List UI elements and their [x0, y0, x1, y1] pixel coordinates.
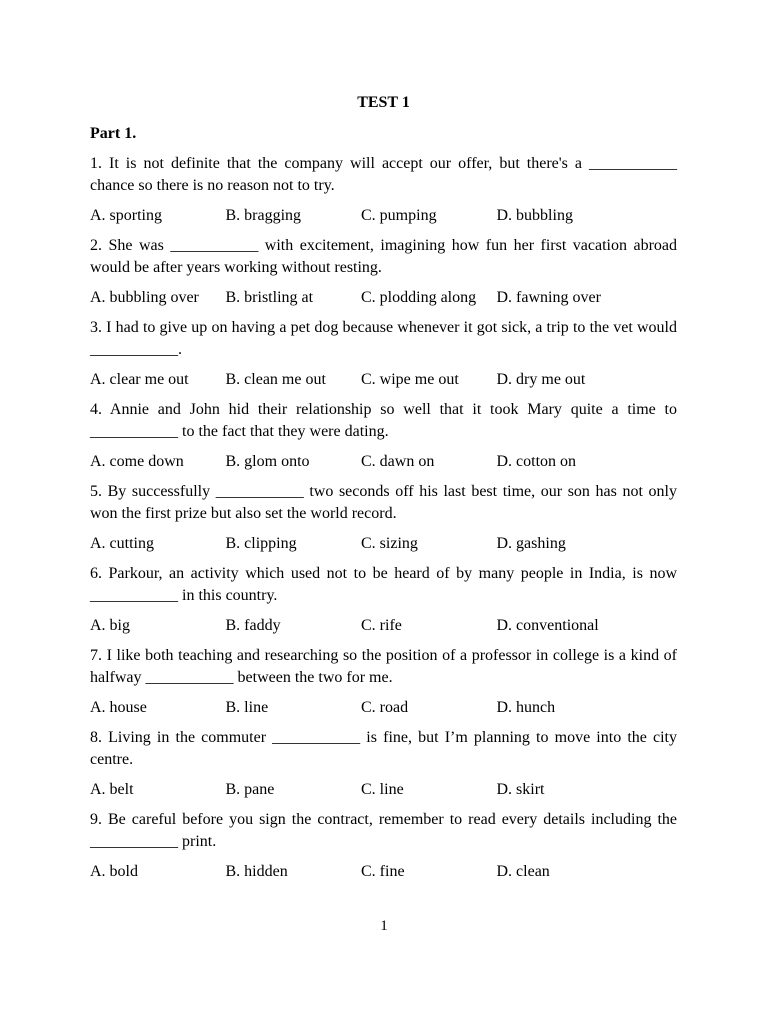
option-d: D. conventional — [496, 617, 599, 634]
answer-options — [90, 615, 677, 636]
option-d: D. cotton on — [496, 453, 577, 470]
question-text: 4. Annie and John hid their relationship so well that it took Mary quite a time to ___________ to the fact that they were dating. — [90, 401, 677, 440]
option-a: A. bold — [90, 863, 138, 880]
question-text: 5. By successfully ___________ two seconds off his last best time, our son has not only won the first prize but also set the world record. — [90, 483, 677, 522]
answer-options — [90, 369, 677, 390]
part-heading: Part 1. — [90, 125, 137, 142]
test-title: TEST 1 — [357, 94, 410, 111]
option-b: B. pane — [225, 781, 275, 798]
answer-options — [90, 287, 677, 308]
question-6 — [90, 563, 677, 636]
question-1 — [90, 153, 677, 226]
option-a: A. sporting — [90, 207, 162, 224]
option-b: B. line — [225, 699, 269, 716]
question-3 — [90, 317, 677, 390]
option-b: B. hidden — [225, 863, 288, 880]
option-d: D. dry me out — [496, 371, 586, 388]
option-c: C. plodding along — [361, 289, 477, 306]
option-a: A. big — [90, 617, 130, 634]
option-c: C. dawn on — [361, 453, 435, 470]
document-page — [90, 92, 677, 891]
question-text: 7. I like both teaching and researching so the position of a professor in college is a kind of halfway ___________ between the two for me. — [90, 647, 677, 686]
option-c: C. road — [361, 699, 409, 716]
option-a: A. house — [90, 699, 147, 716]
option-b: B. glom onto — [225, 453, 310, 470]
option-c: C. fine — [361, 863, 405, 880]
question-text: 3. I had to give up on having a pet dog because whenever it got sick, a trip to the vet would ___________. — [90, 319, 677, 358]
option-d: D. bubbling — [496, 207, 573, 224]
option-d: D. gashing — [496, 535, 566, 552]
question-text: 2. She was ___________ with excitement, imagining how fun her first vacation abroad would be after years working without resting. — [90, 237, 677, 276]
option-a: A. cutting — [90, 535, 154, 552]
question-text: 6. Parkour, an activity which used not to be heard of by many people in India, is now ___________ in this country. — [90, 565, 677, 604]
answer-options — [90, 779, 677, 800]
option-b: B. faddy — [225, 617, 281, 634]
option-b: B. bragging — [225, 207, 302, 224]
question-4 — [90, 399, 677, 472]
option-c: C. rife — [361, 617, 402, 634]
option-c: C. wipe me out — [361, 371, 459, 388]
question-text: 8. Living in the commuter ___________ is fine, but I’m planning to move into the city centre. — [90, 729, 677, 768]
answer-options — [90, 533, 677, 554]
option-c: C. sizing — [361, 535, 418, 552]
option-d: D. fawning over — [496, 289, 601, 306]
question-text: 1. It is not definite that the company will accept our offer, but there's a ___________ chance so there is no reason not to try. — [90, 155, 677, 194]
answer-options — [90, 861, 677, 882]
option-a: A. bubbling over — [90, 289, 199, 306]
option-c: C. pumping — [361, 207, 437, 224]
option-b: B. clipping — [225, 535, 297, 552]
option-d: D. hunch — [496, 699, 556, 716]
question-2 — [90, 235, 677, 308]
option-d: D. skirt — [496, 781, 545, 798]
question-9 — [90, 809, 677, 882]
answer-options — [90, 205, 677, 226]
question-text: 9. Be careful before you sign the contract, remember to read every details including the ___________ print. — [90, 811, 677, 850]
question-5 — [90, 481, 677, 554]
answer-options — [90, 697, 677, 718]
option-b: B. bristling at — [225, 289, 314, 306]
answer-options — [90, 451, 677, 472]
question-8 — [90, 727, 677, 800]
option-a: A. clear me out — [90, 371, 189, 388]
option-a: A. come down — [90, 453, 184, 470]
option-c: C. line — [361, 781, 404, 798]
option-d: D. clean — [496, 863, 550, 880]
option-b: B. clean me out — [225, 371, 326, 388]
page-number: 1 — [380, 918, 388, 934]
question-7 — [90, 645, 677, 718]
option-a: A. belt — [90, 781, 134, 798]
